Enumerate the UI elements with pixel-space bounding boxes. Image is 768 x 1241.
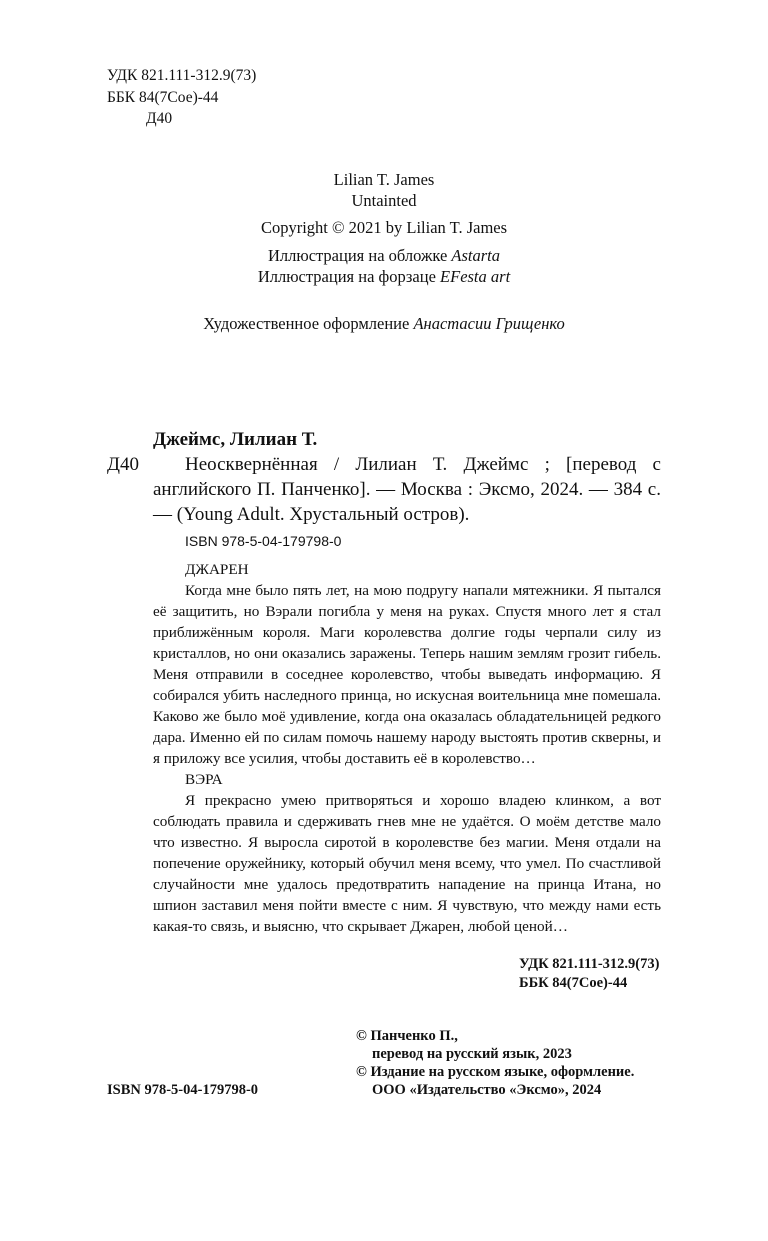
annotation (153, 559, 661, 937)
udk-header-udk: УДК 821.111-312.9(73) (107, 67, 257, 84)
annotation-heading-jaren: ДЖАРЕН (185, 561, 249, 578)
footer-udk: УДК 821.111-312.9(73) (519, 956, 660, 972)
author-heading: Джеймс, Лилиан Т. (153, 429, 318, 450)
edition-copyright-line2: ООО «Издательство «Эксмо», 2024 (372, 1082, 602, 1098)
design-credit (0, 313, 768, 334)
original-author: Lilian T. James (333, 170, 435, 189)
catalog-isbn: ISBN 978-5-04-179798-0 (185, 533, 342, 549)
cover-label: Иллюстрация на обложке (267, 246, 452, 265)
annotation-heading-vera: ВЭРА (185, 771, 223, 788)
endpaper-label: Иллюстрация на форзаце (257, 267, 441, 286)
footer-bbk: ББК 84(7Сое)-44 (519, 975, 628, 991)
bibliographic-description-text: Неосквернённая / Лилиан Т. Джеймс ; [перевод с английского П. Панченко]. — Москва : Эксмо, 2024. — 384 с. — (Young Adult. Хрустальный остров). (153, 454, 661, 525)
udk-header-code: Д40 (146, 110, 173, 127)
cover-artist: Astarta (451, 246, 501, 265)
annotation-paragraph-jaren: Когда мне было пять лет, на мою подругу напали мятежники. Я пытался её защитить, но Вэрали погибла у меня на руках. Спустя много лет я стал приближённым короля. Маги королевства долгие годы черпали силу из кристаллов, но они оказались заражены. Теперь нашим землям грозит гибель. Меня отправили в соседнее королевство, чтобы выведать информацию. Я собирался убить наследного принца, но искусная воительница мне помешала. Каково же было моё удивление, когда она оказалась обладательницей редкого дара. Именно ей по силам помочь нашему народу выстоять против скверны, и я приложу все усилия, чтобы доставить её в королевство… (153, 582, 661, 767)
translator-copyright-line1: © Панченко П., (356, 1028, 458, 1044)
translator-copyright-line2: перевод на русский язык, 2023 (372, 1046, 572, 1062)
cover-illustration-line (0, 245, 768, 266)
bibliographic-description (153, 452, 661, 527)
copyright-line: Copyright © 2021 by Lilian T. James (260, 218, 508, 237)
credits-block (0, 169, 768, 287)
udk-header-bbk: ББК 84(7Сое)-44 (107, 89, 219, 106)
endpaper-illustration-line (0, 266, 768, 287)
edition-copyright-line1: © Издание на русском языке, оформление. (356, 1064, 635, 1080)
footer-isbn: ISBN 978-5-04-179798-0 (107, 1082, 259, 1098)
original-title: Untainted (351, 191, 417, 210)
annotation-paragraph-vera: Я прекрасно умею притворяться и хорошо владею клинком, а вот соблюдать правила и сдерживать гнев мне не удаётся. О моём детстве мало что известно. Я выросла сиротой в королевстве без магии. Меня отдали на попечение оружейнику, который обучил меня всему, что умел. По счастливой случайности мне удалось предотвратить нападение на принца Итана, но шпион заставил меня пойти вместе с ним. Я чувствую, что между нами есть какая-то связь, и выясню, что скрывает Джарен, любой ценой… (153, 792, 661, 935)
endpaper-artist: EFesta art (440, 267, 511, 286)
design-label: Художественное оформление (203, 314, 414, 333)
design-artist: Анастасии Грищенко (413, 314, 565, 333)
catalog-code: Д40 (107, 454, 139, 475)
